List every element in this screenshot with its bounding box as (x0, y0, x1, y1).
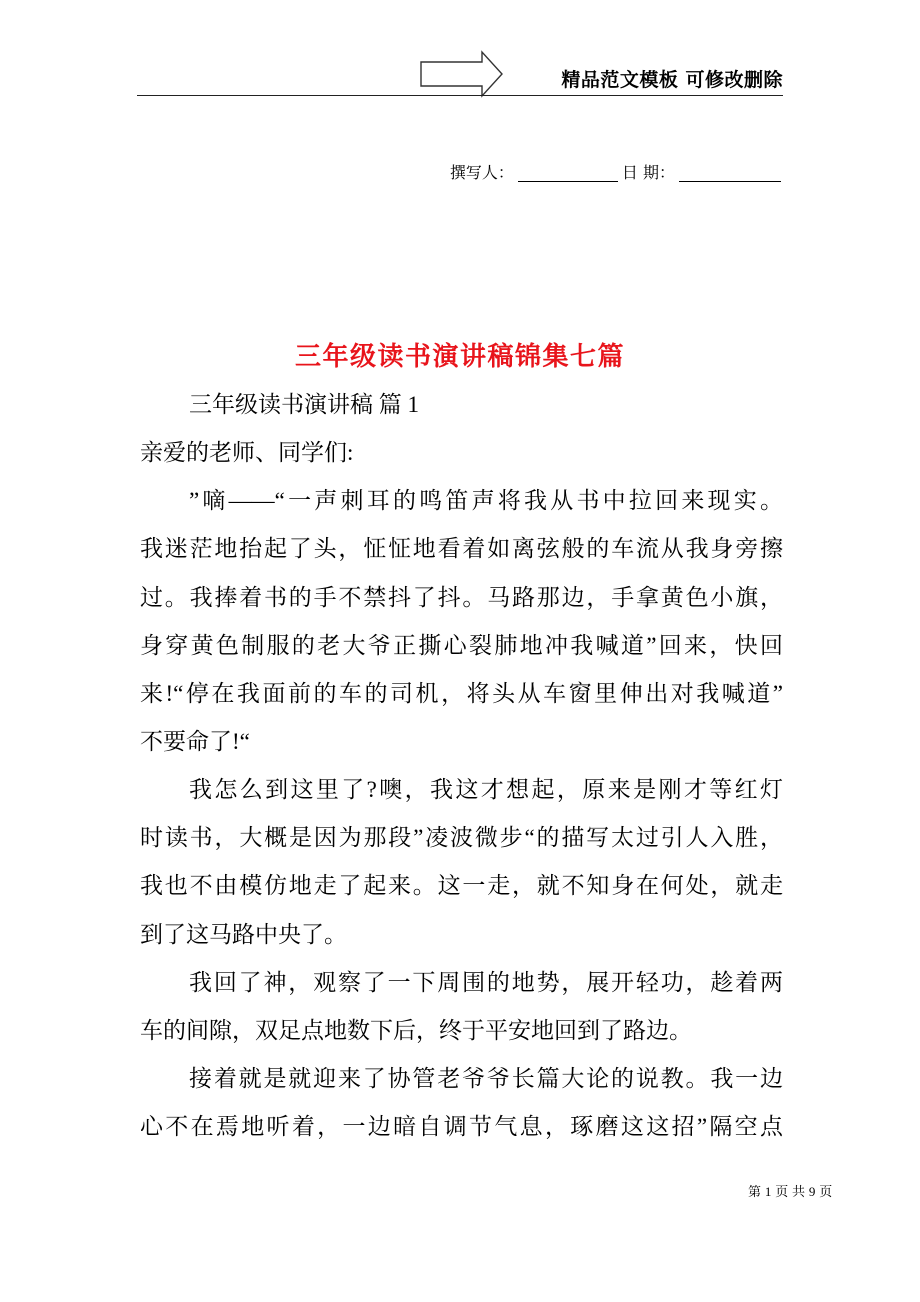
date-blank (679, 163, 781, 182)
header-label: 精品范文模板 可修改删除 (561, 69, 783, 91)
paragraph (140, 477, 783, 766)
text-line: 车的间隙，双足点地数下后，终于平安地回到了路边。 (140, 1017, 692, 1043)
page-number: 第 1 页 共 9 页 (748, 1184, 833, 1199)
paragraph (140, 959, 783, 1055)
text-line: 到了这马路中央了。 (140, 921, 347, 947)
text-line: 接着就是就迎来了协管老爷爷长篇大论的说教。我一边 (189, 1065, 783, 1091)
right-arrow-icon (419, 50, 505, 98)
header-divider (137, 95, 783, 96)
text-line: 时读书，大概是因为那段”凌波微步“的描写太过引人入胜， (140, 825, 783, 851)
text-line: 我怎么到这里了?噢，我这才想起，原来是刚才等红灯 (189, 777, 783, 803)
meta-line (450, 160, 781, 186)
text-line: 我迷茫地抬起了头，怔怔地看着如离弦般的车流从我身旁擦 (140, 536, 783, 562)
author-blank (518, 163, 618, 182)
paragraph (140, 766, 783, 959)
section-heading: 三年级读书演讲稿 篇 1 (189, 392, 419, 417)
date-label: 日 期： (621, 163, 675, 182)
paragraph (140, 1055, 783, 1151)
body-text (140, 381, 783, 1151)
text-line: 来!“停在我面前的车的司机，将头从车窗里伸出对我喊道” (140, 680, 783, 706)
text-line: 身穿黄色制服的老大爷正撕心裂肺地冲我喊道”回来，快回 (140, 632, 783, 658)
text-line: 心不在焉地听着，一边暗自调节气息，琢磨这这招”隔空点 (140, 1114, 783, 1140)
text-line: 我回了神，观察了一下周围的地势，展开轻功，趁着两 (189, 969, 783, 995)
author-label: 撰写人： (449, 163, 514, 182)
salutation: 亲爱的老师、同学们: (140, 440, 354, 466)
text-line: 过。我捧着书的手不禁抖了抖。马路那边，手拿黄色小旗， (140, 584, 783, 610)
text-line: 不要命了!“ (140, 728, 250, 754)
text-line: 我也不由模仿地走了起来。这一走，就不知身在何处，就走 (140, 873, 783, 899)
text-line: ”嘀——“一声刺耳的鸣笛声将我从书中拉回来现实。 (189, 488, 783, 514)
document-title: 三年级读书演讲稿锦集七篇 (294, 342, 625, 371)
